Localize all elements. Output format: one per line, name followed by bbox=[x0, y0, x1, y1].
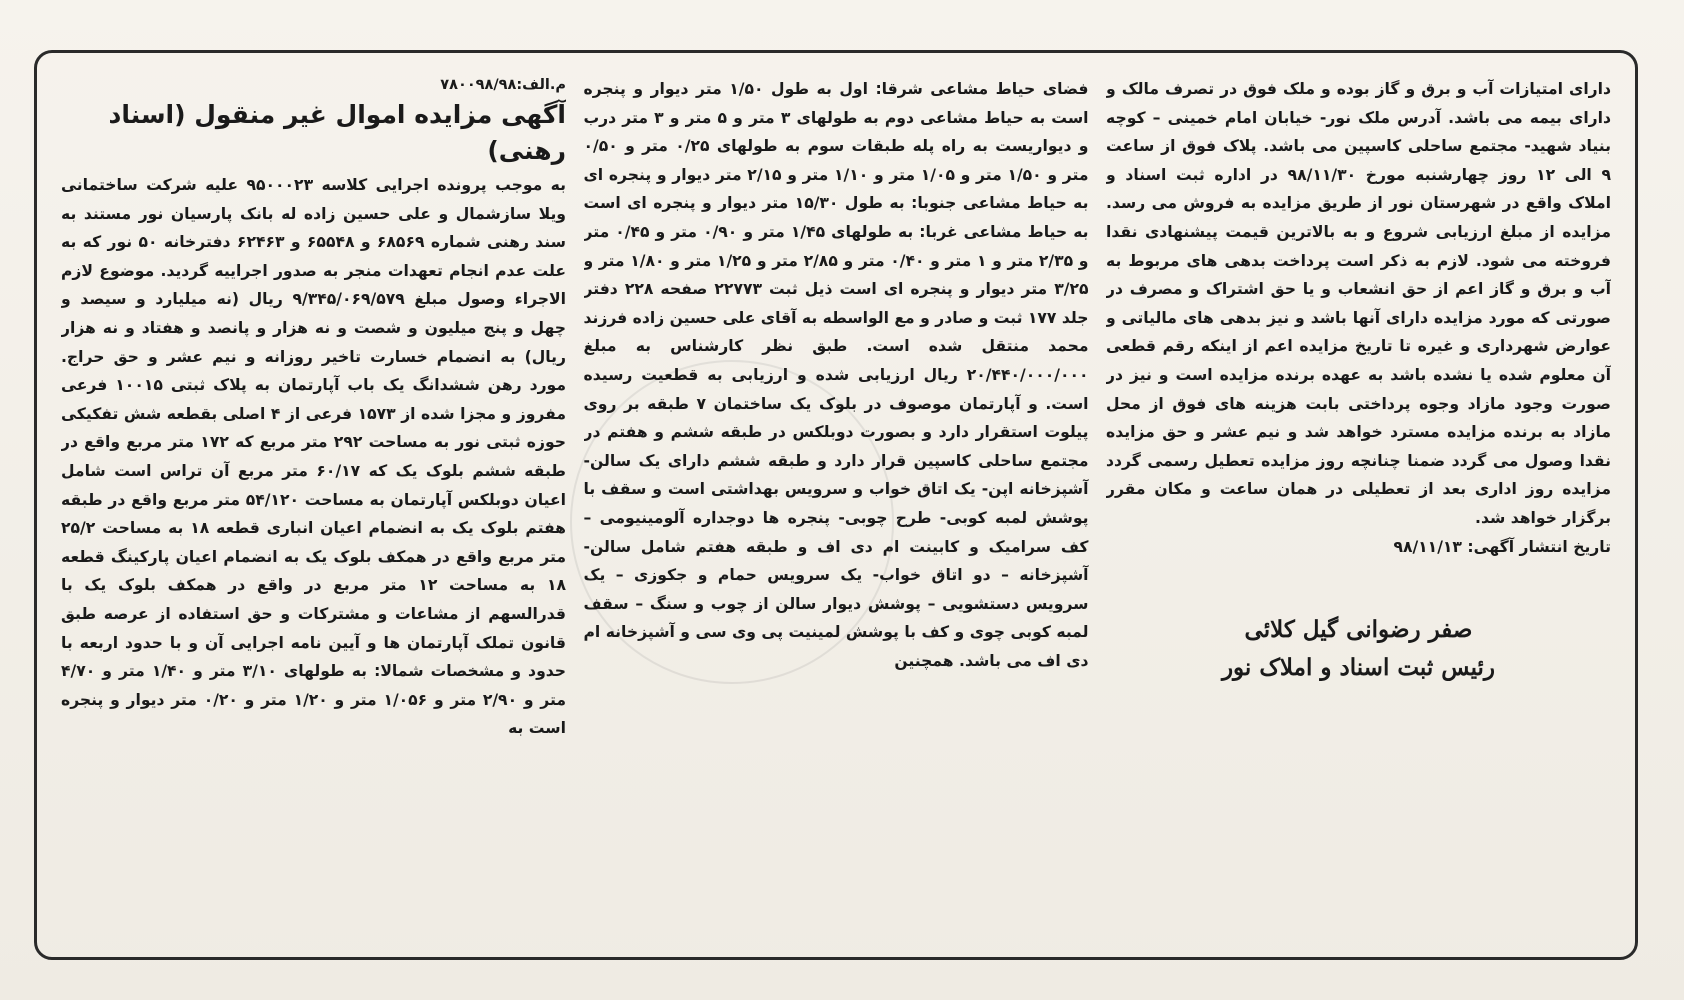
signature-block bbox=[1106, 611, 1611, 687]
column-left bbox=[1106, 75, 1611, 935]
column-right-text: به موجب پرونده اجرایی کلاسه ۹۵۰۰۰۲۳ علیه شرکت ساختمانی ویلا سازشمال و علی حسین زاده له بانک پارسیان نور مستند به سند رهنی شماره ۶۸۵۶۹ و ۶۵۵۴۸ و ۶۲۴۶۳ دفترخانه ۵۰ نور که به علت عدم انجام تعهدات منجر به صدور اجراییه گردید. موضوع لازم الاجراء وصول مبلغ ۹/۳۴۵/۰۶۹/۵۷۹ ریال (نه میلیارد و سیصد و چهل و پنج میلیون و شصت و نه هزار و پانصد و هفتاد و نه هزار ریال) به انضمام خسارت تاخیر روزانه و نیم عشر و حق حراج. مورد رهن ششدانگ یک باب آپارتمان به پلاک ثبتی ۱۰۰۱۵ فرعی مفروز و مجزا شده از ۱۵۷۳ فرعی از ۴ اصلی بقطعه شش تفکیکی حوزه ثبتی نور به مساحت ۲۹۲ متر مربع که ۱۷۲ متر مربع واقع در طبقه ششم بلوک یک که ۶۰/۱۷ متر مربع آن تراس است شامل اعیان دوبلکس آپارتمان به مساحت ۵۴/۱۲۰ متر مربع واقع در طبقه هفتم بلوک یک به انضمام اعیان انباری قطعه ۱۸ به مساحت ۲۵/۲ متر مربع واقع در همکف بلوک یک به انضمام اعیان پارکینگ قطعه ۱۸ به مساحت ۱۲ متر مربع در واقع در همکف بلوک یک با قدرالسهم از مشاعات و مشترکات و حق استفاده از عرصه طبق قانون تملک آپارتمان ها و آیین نامه اجرایی آن و با حدود اربعه با حدود و مشخصات شمالا: به طولهای ۳/۱۰ متر و ۱/۴۰ متر و ۴/۷۰ متر و ۲/۹۰ متر و ۱/۰۵۶ متر و ۱/۲۰ متر و ۰/۲۰ متر دیوار و پنجره است به bbox=[61, 176, 566, 738]
notice-title: آگهی مزایده اموال غیر منقول (اسناد رهنی) bbox=[108, 100, 566, 165]
column-left-text: دارای امتیازات آب و برق و گاز بوده و ملک فوق در تصرف مالک و دارای بیمه می باشد. آدرس ملک نور- خیابان امام خمینی – کوچه بنیاد شهید- مجتمع ساحلی کاسپین می باشد. پلاک فوق از ساعت ۹ الی ۱۲ روز چهارشنبه مورخ ۹۸/۱۱/۳۰ در اداره ثبت اسناد و املاک واقع در شهرستان نور از طریق مزایده به فروش می رسد. مزایده از مبلغ ارزیابی شروع و به بالاترین قیمت پیشنهادی نقدا فروخته می شود. لازم به ذکر است پرداخت بدهی های مربوط به آب و برق و گاز اعم از حق انشعاب و یا حق اشتراک و مصرف در صورتی که مورد مزایده دارای آنها باشد و نیز بدهی های مالیاتی و عوارض شهرداری و غیره تا تاریخ مزایده اعم از اینکه رقم قطعی آن معلوم شده یا نشده باشد به عهده برنده مزایده است و نیز در صورت وجود مازاد وجوه پرداختی بابت هزینه های فوق از محل مازاد به برنده مزایده مسترد خواهد شد و نیم عشر و حق مزایده نقدا وصول می گردد ضمنا چنانچه روز مزایده تعطیل رسمی گردد مزایده روز اداری بعد از تعطیلی در همان ساعت و مکان مقرر برگزار خواهد شد. bbox=[1106, 80, 1611, 527]
publish-date: تاریخ انتشار آگهی: ۹۸/۱۱/۱۳ bbox=[1393, 537, 1611, 556]
column-right bbox=[61, 75, 566, 935]
reference-number: م.الف:۷۸۰۰۹۸/۹۸ bbox=[440, 77, 566, 93]
signature-title: رئیس ثبت اسناد و املاک نور bbox=[1221, 654, 1496, 682]
column-middle bbox=[584, 75, 1089, 935]
column-middle-text: فضای حیاط مشاعی شرقا: اول به طول ۱/۵۰ متر دیوار و پنجره است به حیاط مشاعی دوم به طولهای ۳ متر و ۵ متر و ۳ متر درب و دیواریست به راه پله طبقات سوم به طولهای ۰/۲۵ متر و ۰/۵۰ متر و ۱/۵۰ متر و ۱/۰۵ متر و ۱/۱۰ متر و ۲/۱۵ متر دیوار و پنجره ای به حیاط مشاعی جنوبا: به طول ۱۵/۳۰ متر دیوار و پنجره ای است به حیاط مشاعی غربا: به طولهای ۱/۴۵ متر و ۰/۹۰ متر و ۰/۴۵ متر و ۲/۳۵ متر و ۱ متر و ۰/۴۰ متر و ۲/۸۵ متر و ۱/۲۵ متر و ۱/۸۰ متر و ۳/۲۵ متر دیوار و پنجره ای است ذیل ثبت ۲۲۷۷۳ صفحه ۲۲۸ دفتر جلد ۱۷۷ ثبت و صادر و مع الواسطه به آقای علی حسین زاده فرزند محمد منتقل شده است. طبق نظر کارشناس به مبلغ ۲۰/۴۴۰/۰۰۰/۰۰۰ ریال ارزیابی شده و ارزیابی به قطعیت رسیده است. و آپارتمان موصوف در بلوک یک ساختمان ۷ طبقه بر روی پیلوت استقرار دارد و بصورت دوبلکس در طبقه ششم و هفتم در مجتمع ساحلی کاسپین قرار دارد و طبقه ششم دارای یک سالن- آشپزخانه اپن- یک اتاق خواب و سرویس بهداشتی است و سقف با پوشش لمبه کوبی- طرح چوبی- پنجره ها دوجداره آلومینیومی – کف سرامیک و کابینت ام دی اف و طبقه هفتم شامل سالن- آشپزخانه – دو اتاق خواب- یک سرویس حمام و جکوزی – یک سرویس دستشویی – پوشش دیوار سالن از چوب و سنگ – سقف لمبه کوبی چوی و کف با پوشش لمینیت پی وی سی و آشپزخانه ام دی اف می باشد. همچنین bbox=[583, 80, 1089, 670]
notice-columns bbox=[61, 75, 1611, 935]
signature-name: صفر رضوانی گیل کلائی bbox=[1244, 616, 1473, 644]
notice-frame bbox=[34, 50, 1638, 960]
